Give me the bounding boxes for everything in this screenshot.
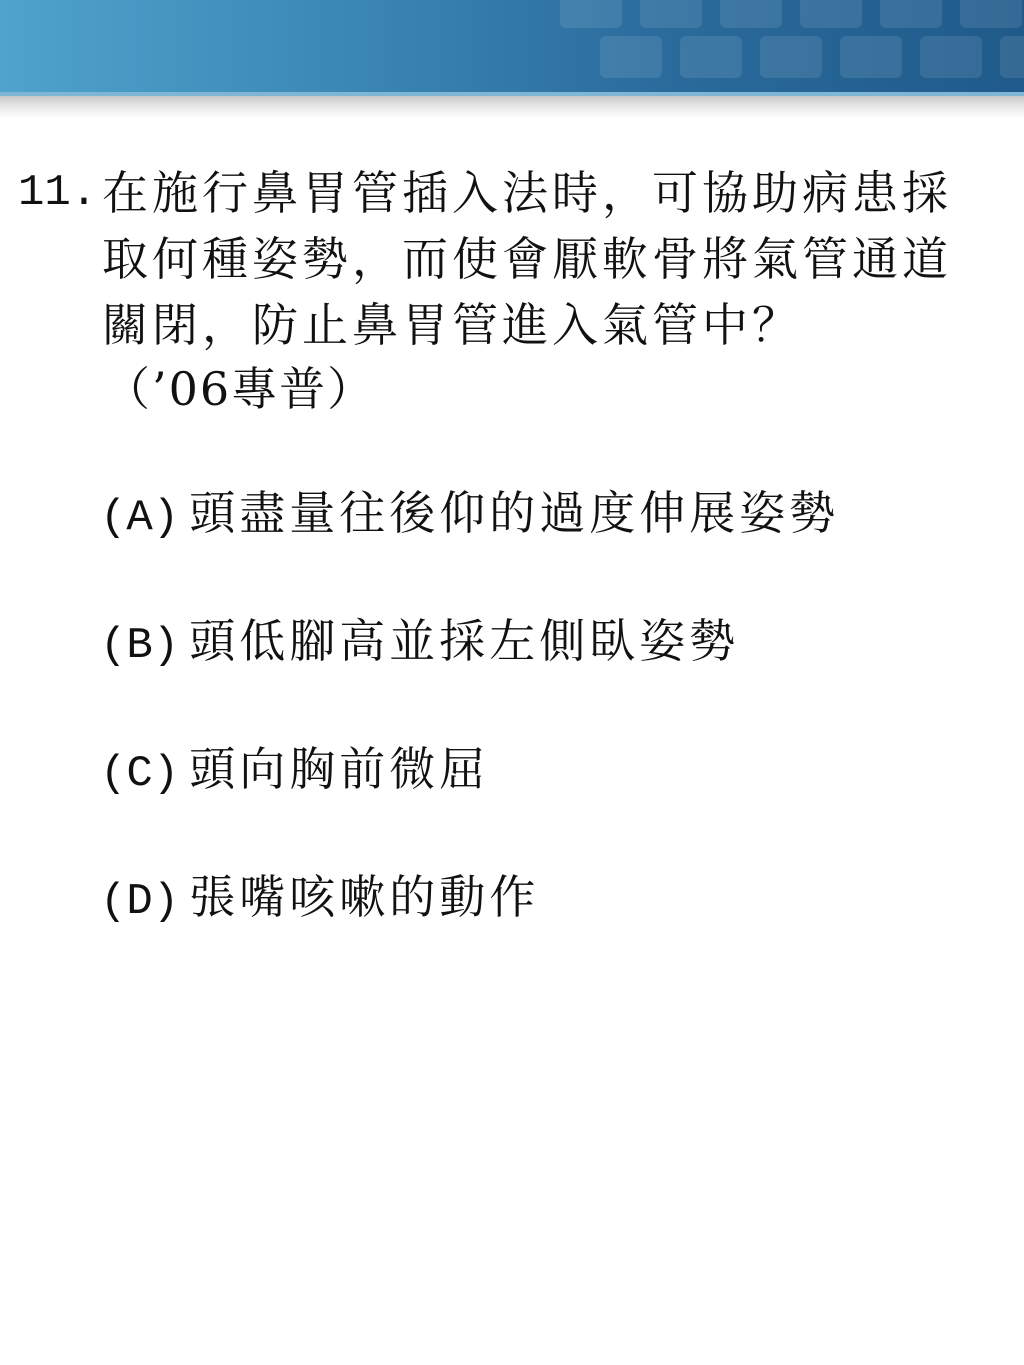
banner-tile-decoration xyxy=(680,36,742,78)
option-label: (A) xyxy=(100,493,180,543)
option-text: 張嘴咳嗽的動作 xyxy=(189,870,540,924)
option-c xyxy=(100,736,489,807)
banner-tile-decoration xyxy=(560,0,622,28)
banner-tile-decoration xyxy=(840,36,902,78)
banner-tile-decoration xyxy=(760,36,822,78)
banner-tile-decoration xyxy=(600,36,662,78)
option-label: (C) xyxy=(100,749,180,799)
banner-tile-decoration xyxy=(880,0,942,28)
header-banner xyxy=(0,0,1024,92)
option-d xyxy=(100,864,539,935)
question-text-line: 取何種姿勢，而使會厭軟骨將氣管通道 xyxy=(102,232,952,286)
banner-tile-decoration xyxy=(640,0,702,28)
question-text-line: 關閉，防止鼻胃管進入氣管中？ xyxy=(102,298,802,352)
question-text-line: 在施行鼻胃管插入法時，可協助病患採 xyxy=(102,166,952,220)
option-label: (D) xyxy=(100,877,180,927)
banner-tile-decoration xyxy=(960,0,1022,28)
option-label: (B) xyxy=(100,621,180,671)
banner-shadow xyxy=(0,96,1024,118)
option-b xyxy=(100,608,739,679)
banner-tile-decoration xyxy=(1000,36,1024,78)
option-text: 頭向胸前微屈 xyxy=(189,742,490,796)
option-text: 頭低腳高並採左側臥姿勢 xyxy=(189,614,740,668)
option-a xyxy=(100,480,839,551)
question-source: （’06專普） xyxy=(104,362,376,416)
banner-tile-decoration xyxy=(800,0,862,28)
banner-tile-decoration xyxy=(920,36,982,78)
option-text: 頭盡量往後仰的過度伸展姿勢 xyxy=(189,486,840,540)
question-number: 11. xyxy=(18,168,98,218)
banner-tile-decoration xyxy=(720,0,782,28)
